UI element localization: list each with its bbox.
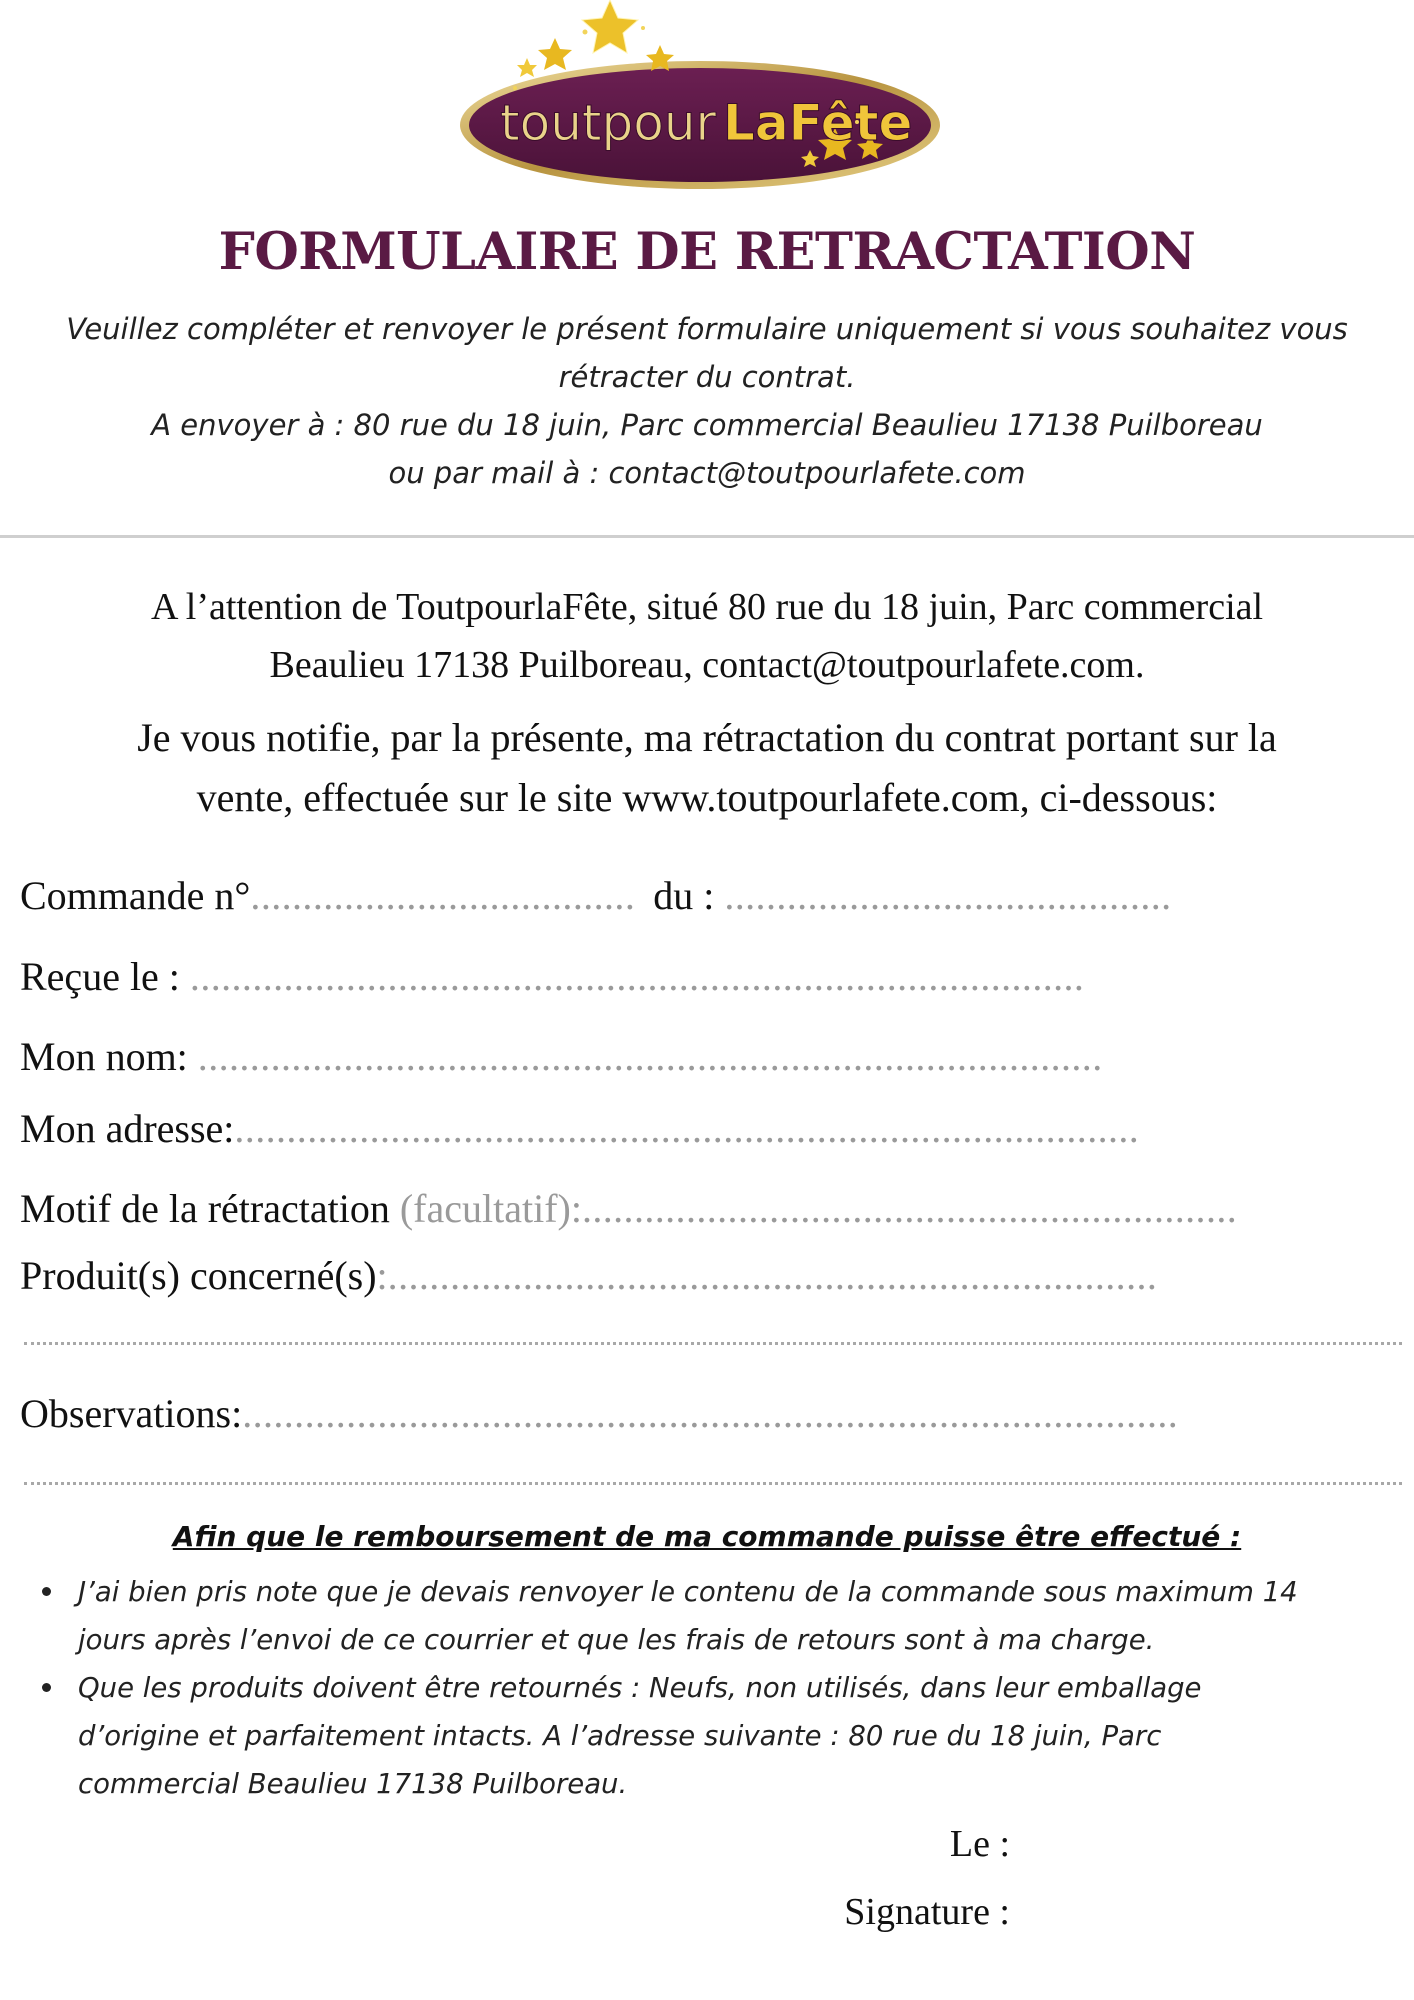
recipient-block xyxy=(20,578,1394,694)
address-label: Mon adresse: xyxy=(20,1106,235,1151)
intro-line: rétracter du contrat. xyxy=(558,360,856,394)
name-field[interactable] xyxy=(20,1033,1103,1081)
star-icon xyxy=(582,0,638,53)
received-date-label: Reçue le : xyxy=(20,954,180,999)
bullet-text: Que les produits doivent être retournés : Neufs, non utilisés, dans leur emballage xyxy=(78,1672,1202,1704)
reason-blank[interactable]: ............................................................... xyxy=(581,1186,1238,1231)
bullet-text: d’origine et parfaitement intacts. A l’adresse suivante : 80 rue du 18 juin, Parc xyxy=(78,1720,1162,1752)
intro-line: Veuillez compléter et renvoyer le présent formulaire uniquement si vous souhaitez vous xyxy=(66,312,1348,346)
address-blank[interactable]: ....................................................................................... xyxy=(234,1106,1140,1151)
refund-conditions-list xyxy=(30,1568,1360,1808)
bullet-text: commercial Beaulieu 17138 Puilboreau. xyxy=(78,1768,628,1800)
bullet-icon xyxy=(42,1683,51,1692)
intro-email: ou par mail à : contact@toutpourlafete.com xyxy=(388,456,1026,490)
logo-graphic xyxy=(455,0,955,200)
star-icon xyxy=(538,38,572,70)
notification-line: Je vous notifie, par la présente, ma rétractation du contrat portant sur la xyxy=(137,715,1277,760)
observations-blank[interactable]: .......................................................................................... xyxy=(242,1391,1179,1436)
notification-line: vente, effectuée sur le site www.toutpourlafete.com, ci-dessous: xyxy=(196,775,1218,820)
bullet-text: J’ai bien pris note que je devais renvoyer le contenu de la commande sous maximum 14 xyxy=(78,1576,1298,1608)
brand-logo xyxy=(455,0,955,200)
logo-text-part1: toutpour xyxy=(500,94,717,152)
signature-label: Signature : xyxy=(844,1891,1010,1933)
logo-text-part2: LaFête xyxy=(723,94,913,152)
form-title: FORMULAIRE DE RETRACTATION xyxy=(218,222,1196,282)
observations-extra-line[interactable] xyxy=(24,1482,1402,1485)
name-blank[interactable]: ....................................................................................... xyxy=(197,1034,1103,1079)
refund-heading: Afin que le remboursement de ma commande puisse être effectué : xyxy=(172,1520,1242,1553)
products-colon: : xyxy=(376,1253,388,1298)
order-date-blank[interactable]: ........................................... xyxy=(724,873,1172,918)
received-date-field[interactable] xyxy=(20,953,1084,1001)
reason-label: Motif de la rétractation xyxy=(20,1186,390,1231)
star-icon xyxy=(517,58,537,77)
observations-label: Observations: xyxy=(20,1391,243,1436)
order-date-label: du : xyxy=(653,873,715,918)
observations-field[interactable] xyxy=(20,1390,1178,1438)
list-item xyxy=(30,1568,1360,1664)
list-item xyxy=(30,1664,1360,1808)
products-field[interactable] xyxy=(20,1252,1157,1300)
date-signed-label: Le : xyxy=(949,1823,1010,1865)
name-label: Mon nom: xyxy=(20,1034,188,1079)
products-label: Produit(s) concerné(s) xyxy=(20,1253,377,1298)
address-field[interactable] xyxy=(20,1105,1139,1153)
order-number-field[interactable] xyxy=(20,872,1172,920)
reason-field[interactable] xyxy=(20,1185,1237,1233)
divider xyxy=(0,535,1414,538)
reason-optional-label: (facultatif): xyxy=(399,1186,582,1231)
intro-instructions xyxy=(20,305,1394,497)
products-extra-line[interactable] xyxy=(24,1342,1402,1345)
notification-text xyxy=(10,708,1404,828)
products-blank[interactable]: .......................................................................... xyxy=(387,1253,1158,1298)
order-number-blank[interactable]: ..................................... xyxy=(250,873,636,918)
recipient-line: Beaulieu 17138 Puilboreau, contact@toutpourlafete.com. xyxy=(269,644,1145,686)
order-number-label: Commande n° xyxy=(20,873,251,918)
received-date-blank[interactable]: ...................................................................................... xyxy=(189,954,1085,999)
recipient-line: A l’attention de ToutpourlaFête, situé 80 rue du 18 juin, Parc commercial xyxy=(150,586,1264,628)
bullet-icon xyxy=(42,1587,51,1596)
intro-address: A envoyer à : 80 rue du 18 juin, Parc commercial Beaulieu 17138 Puilboreau xyxy=(151,408,1263,442)
bullet-text: jours après l’envoi de ce courrier et que les frais de retours sont à ma charge. xyxy=(78,1624,1155,1656)
